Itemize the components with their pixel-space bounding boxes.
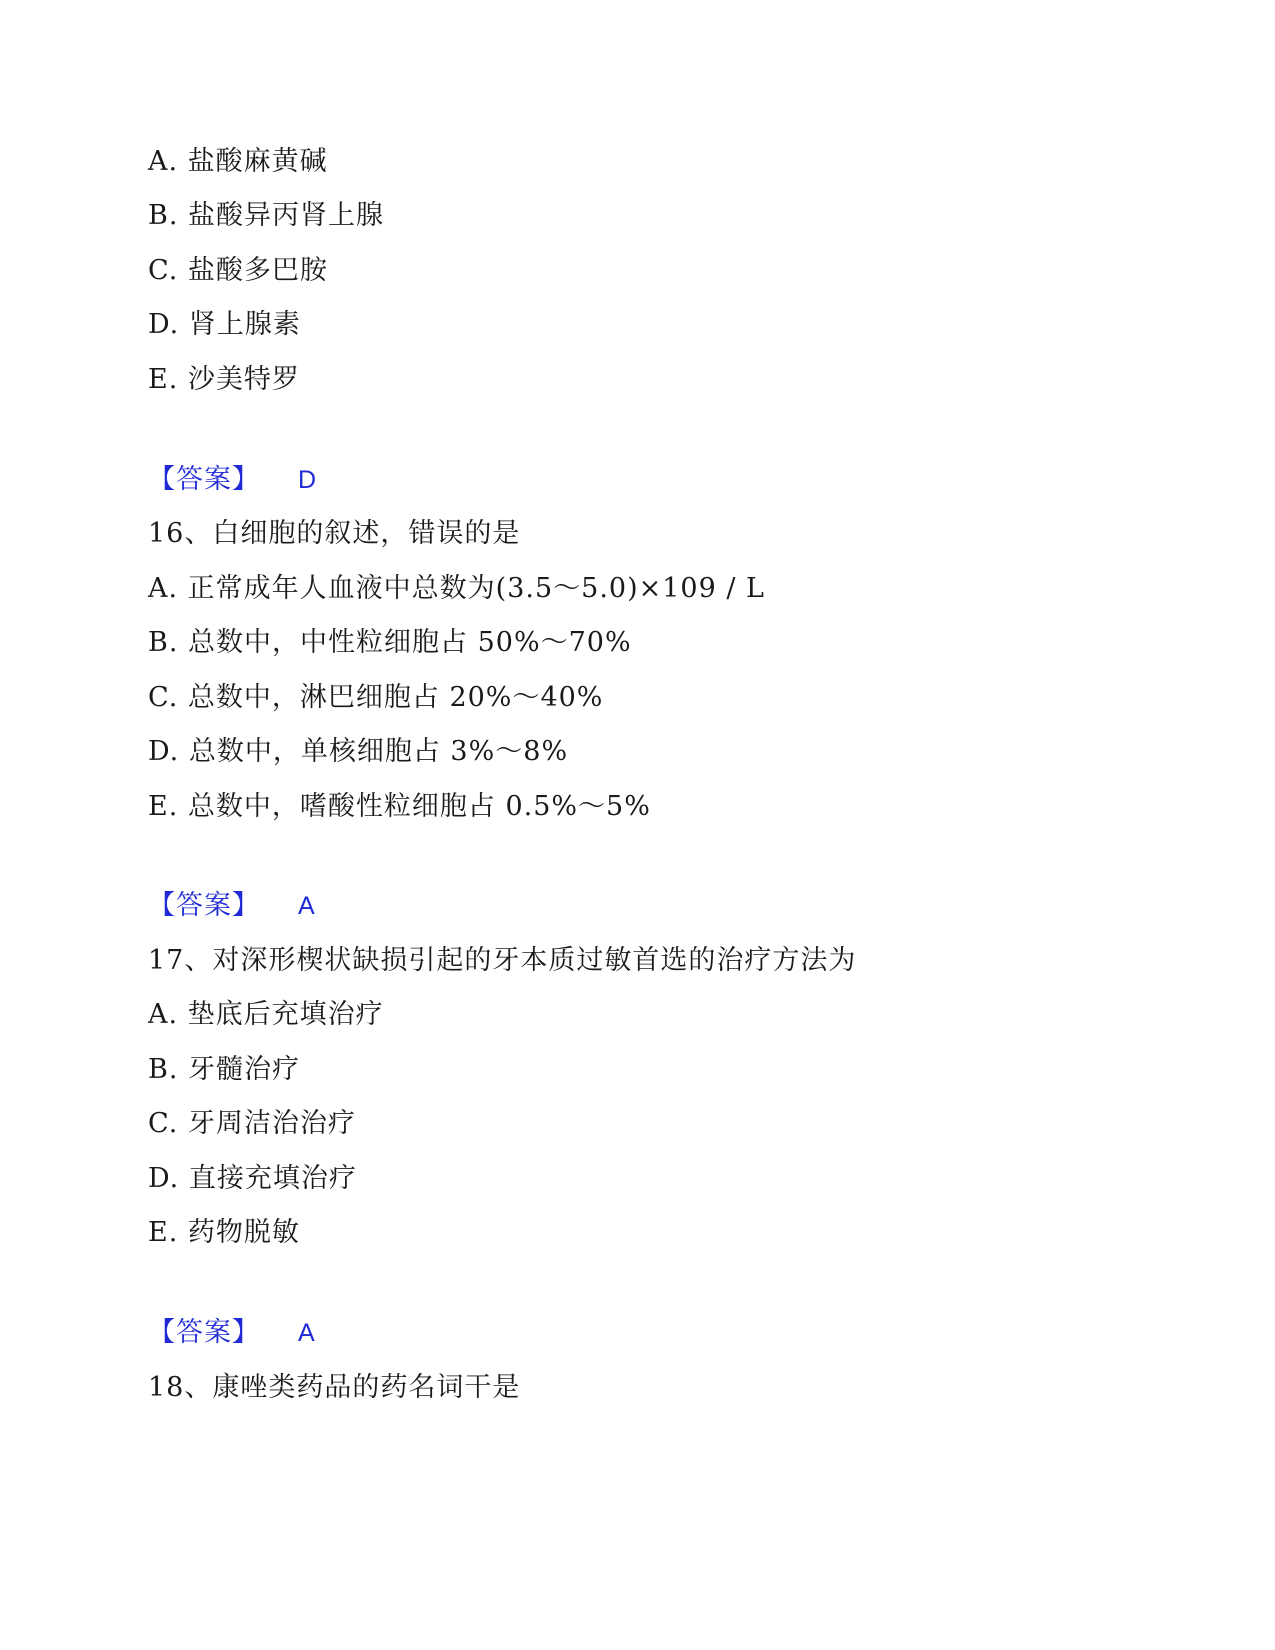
q18-question: 18、康唑类药品的药名词干是 [148, 1372, 521, 1403]
answer-value: A [298, 892, 315, 920]
q17-option-c: C. 牙周洁治治疗 [148, 1108, 356, 1139]
q15-option-a: A. 盐酸麻黄碱 [148, 146, 328, 177]
q17-answer [148, 1316, 315, 1350]
q15-option-c: C. 盐酸多巴胺 [148, 255, 328, 286]
q16-question: 16、白细胞的叙述，错误的是 [148, 518, 521, 549]
q16-option-a: A. 正常成年人血液中总数为(3.5～5.0)×109 / L [148, 573, 765, 604]
answer-label: 【答案】 [148, 890, 260, 921]
answer-value: A [298, 1319, 315, 1347]
q15-answer [148, 463, 316, 497]
q15-option-d: D. 肾上腺素 [148, 309, 301, 340]
answer-label: 【答案】 [148, 1317, 260, 1348]
q17-question: 17、对深形楔状缺损引起的牙本质过敏首选的治疗方法为 [148, 945, 857, 976]
q16-option-d: D. 总数中，单核细胞占 3%～8% [148, 736, 569, 767]
q17-option-b: B. 牙髓治疗 [148, 1054, 301, 1085]
answer-value: D [298, 466, 317, 494]
q16-option-e: E. 总数中，嗜酸性粒细胞占 0.5%～5% [148, 791, 651, 822]
q17-option-d: D. 直接充填治疗 [148, 1163, 357, 1194]
q17-option-a: A. 垫底后充填治疗 [148, 999, 384, 1030]
q16-option-c: C. 总数中，淋巴细胞占 20%～40% [148, 682, 604, 713]
q15-option-b: B. 盐酸异丙肾上腺 [148, 200, 385, 231]
q16-option-b: B. 总数中，中性粒细胞占 50%～70% [148, 627, 632, 658]
q16-answer [148, 889, 315, 923]
q17-option-e: E. 药物脱敏 [148, 1217, 300, 1248]
q15-option-e: E. 沙美特罗 [148, 364, 300, 395]
answer-label: 【答案】 [148, 464, 260, 495]
